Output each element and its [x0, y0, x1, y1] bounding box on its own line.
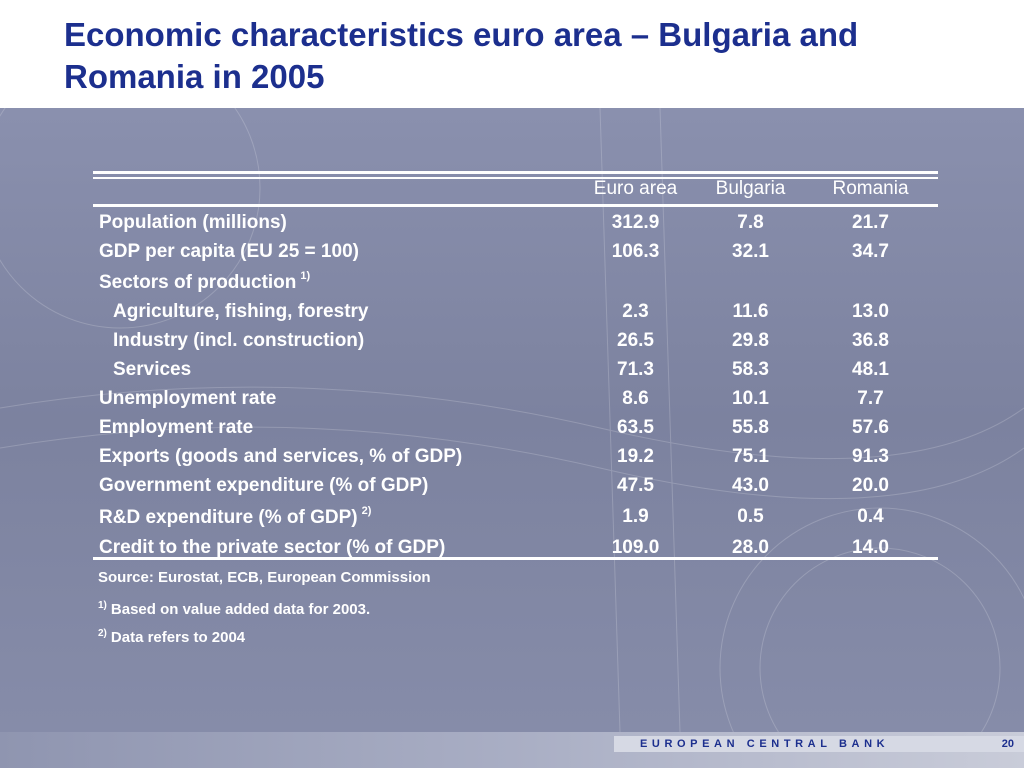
- column-header-bulgaria: Bulgaria: [715, 178, 786, 199]
- cell-bulgaria: 75.1: [732, 445, 769, 467]
- cell-romania: 21.7: [852, 211, 889, 233]
- row-label: Unemployment rate: [99, 387, 277, 409]
- column-header-romania: Romania: [832, 178, 909, 199]
- cell-romania: [803, 266, 938, 297]
- row-label: Services: [113, 358, 192, 380]
- row-label: Exports (goods and services, % of GDP): [99, 445, 463, 467]
- row-label: Industry (incl. construction): [113, 329, 365, 351]
- cell-euro-area: 71.3: [617, 358, 654, 380]
- cell-romania: 7.7: [857, 387, 884, 409]
- table-row: [93, 500, 938, 533]
- row-label: R&D expenditure (% of GDP) $^{2)}$: [99, 504, 372, 528]
- bank-name: EUROPEAN CENTRAL BANK: [640, 738, 890, 750]
- table-notes: [98, 566, 431, 650]
- cell-euro-area: 312.9: [611, 211, 660, 233]
- cell-euro-area: 26.5: [617, 329, 654, 351]
- table-row: [93, 442, 938, 471]
- row-label: Credit to the private sector (% of GDP): [99, 536, 446, 558]
- cell-bulgaria: 0.5: [737, 505, 764, 527]
- cell-bulgaria: [698, 266, 803, 297]
- cell-euro-area: 8.6: [622, 387, 649, 409]
- footnote-2-text: Data refers to 2004: [110, 629, 246, 646]
- row-label: Employment rate: [99, 416, 254, 438]
- cell-romania: 20.0: [852, 474, 889, 496]
- footnote-marker: 1): [300, 269, 311, 282]
- footnote-marker: 2): [361, 504, 372, 517]
- cell-euro-area: 19.2: [617, 445, 654, 467]
- cell-bulgaria: 58.3: [732, 358, 769, 380]
- footnote-2: [98, 622, 431, 650]
- cell-romania: 13.0: [852, 300, 889, 322]
- slide-title: Economic characteristics euro area – Bulgaria and Romania in 2005: [64, 16, 859, 95]
- footnote-2-marker: 2): [98, 628, 107, 639]
- table-row: [93, 208, 938, 237]
- cell-bulgaria: 28.0: [732, 536, 769, 558]
- footnote-1-marker: 1): [98, 600, 107, 611]
- cell-romania: 91.3: [852, 445, 889, 467]
- table-bottom-rule: [93, 557, 938, 560]
- cell-romania: 14.0: [852, 536, 889, 558]
- cell-euro-area: 106.3: [611, 240, 660, 262]
- table-row: [93, 413, 938, 442]
- footnote-1-text: Based on value added data for 2003.: [110, 601, 371, 618]
- row-label: Agriculture, fishing, forestry: [113, 300, 369, 322]
- economic-characteristics-table: [93, 174, 938, 562]
- cell-bulgaria: 43.0: [732, 474, 769, 496]
- column-header-euro-area: Euro area: [593, 178, 678, 199]
- table-header-label: [93, 174, 573, 204]
- row-label: Sectors of production $^{1)}$: [99, 269, 311, 293]
- cell-romania: 57.6: [852, 416, 889, 438]
- footnote-1: [98, 594, 431, 622]
- cell-euro-area: 63.5: [617, 416, 654, 438]
- cell-romania: 36.8: [852, 329, 889, 351]
- row-label: Population (millions): [99, 211, 287, 233]
- row-label: GDP per capita (EU 25 = 100): [99, 240, 359, 262]
- cell-euro-area: [573, 266, 698, 297]
- cell-romania: 0.4: [857, 505, 884, 527]
- cell-euro-area: 47.5: [617, 474, 654, 496]
- cell-euro-area: 2.3: [622, 300, 649, 322]
- cell-romania: 48.1: [852, 358, 889, 380]
- row-label: Government expenditure (% of GDP): [99, 474, 429, 496]
- table-row: [93, 384, 938, 413]
- table-row: [93, 237, 938, 266]
- source-note: Source: Eurostat, ECB, European Commission: [98, 569, 431, 586]
- table-row: [93, 326, 938, 355]
- table-row: [93, 471, 938, 500]
- table-header-row: [93, 174, 938, 204]
- table-row: [93, 355, 938, 384]
- table-row: [93, 266, 938, 297]
- cell-bulgaria: 29.8: [732, 329, 769, 351]
- cell-bulgaria: 10.1: [732, 387, 769, 409]
- slide-header: [0, 0, 1024, 108]
- table-row: [93, 297, 938, 326]
- cell-bulgaria: 7.8: [737, 211, 764, 233]
- cell-romania: 34.7: [852, 240, 889, 262]
- cell-bulgaria: 55.8: [732, 416, 769, 438]
- cell-bulgaria: 11.6: [732, 300, 769, 322]
- page-number: 20: [1001, 738, 1014, 750]
- cell-bulgaria: 32.1: [732, 240, 769, 262]
- cell-euro-area: 1.9: [622, 505, 649, 527]
- cell-euro-area: 109.0: [611, 536, 660, 558]
